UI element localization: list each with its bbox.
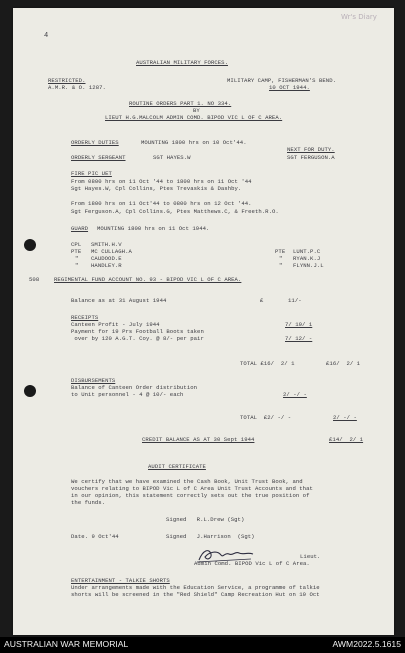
location: MILITARY CAMP, FISHERMAN'S BEND. [227,77,337,84]
document-title: AUSTRALIAN MILITARY FORCES. [136,59,228,66]
audit-text-line: the funds. [71,499,106,506]
credit-balance-value: £14/ 2/ 1 [329,436,364,443]
receipt-item: Payment for 19 Prs Football Boots taken [71,328,204,335]
guard-heading: GUARD [71,225,89,232]
classification: RESTRICTED. [48,77,86,84]
routine-authority: LIEUT H.G.MALCOLM ADMIN COMD. BIPOD VIC L OF C AREA. [105,114,283,121]
credit-balance-label: CREDIT BALANCE AS AT 30 Sept 1944 [142,436,255,443]
footer-bar [0,637,405,653]
pencil-note: Wr's Diary [341,13,377,21]
fire-picquet-line: From 1800 hrs on 11 Oct'44 to 0800 hrs on 12 Oct '44. [71,200,252,207]
fire-picquet-line: From 0800 hrs on 11 Oct '44 to 1800 hrs on 11 Oct '44 [71,178,252,185]
guard-rank: " [75,262,79,269]
entertainment-text-line: shorts will be screened in the "Red Shield" Camp Recreation Hut on 10 Oct [71,591,320,598]
guard-rank: " [75,255,79,262]
audit-date: Date. 9 Oct'44 [71,533,119,540]
receipts-heading: RECEIPTS [71,314,99,321]
guard-rank: CPL [71,241,82,248]
orderly-sergeant-name: SGT HAYES.W [153,154,191,161]
fund-heading: REGIMENTAL FUND ACCOUNT NO. 93 - BIPOD VIC L OF C AREA. [54,276,242,283]
guard-name: SMITH.H.V [91,241,122,248]
opening-balance-label: Balance as at 31 August 1944 [71,297,167,304]
entertainment-text-line: Under arrangements made with the Education Service, a programme of talkie [71,584,320,591]
audit-signature-2: Signed J.Harrison (Sgt) [166,533,255,540]
disbursement-item: to Unit personnel - 4 @ 10/- each [71,391,184,398]
next-for-duty-label: NEXT FOR DUTY. [287,146,335,153]
disbursements-heading: DISBURSEMENTS [71,377,116,384]
routine-by: BY [193,107,200,114]
orderly-duties-text: MOUNTING 1800 hrs on 10 Oct'44. [141,139,247,146]
guard-text: MOUNTING 1800 hrs on 11 Oct 1944. [97,225,210,232]
guard-name: FLYNN.J.L [293,262,324,269]
punch-hole [24,385,36,397]
total-disbursements-value: 2/ -/ - [333,414,357,421]
receipt-item: Canteen Profit - July 1944 [71,321,160,328]
audit-signature-1: Signed R.L.Drew (Sgt) [166,516,245,523]
total-receipts-label: TOTAL £16/ 2/ 1 [240,360,295,367]
document-date: 10 OCT 1944. [269,84,310,91]
guard-name: LUNT.P.C [293,248,321,255]
orderly-duties-label: ORDERLY DUTIES [71,139,119,146]
receipt-item: over by 120 A.G.T. Coy. @ 8/- per pair [71,335,204,342]
page-mark: 4 [44,32,49,40]
opening-balance-value: 11/- [288,297,302,304]
total-receipts-value: £16/ 2/ 1 [326,360,361,367]
signoff-appointment: Admin Comd. BIPOD Vic L of C Area. [194,560,310,567]
guard-name: MC CULLAGH.A [91,248,132,255]
guard-rank: " [279,262,283,269]
receipt-value: 7/ 19/ 1 [285,321,313,328]
fire-picquet-line: Sgt Hayes.W, Cpl Collins, Ptes Trevaskis & Dashby. [71,185,242,192]
punch-hole [24,239,36,251]
guard-name: CAUDOOD.E [91,255,122,262]
audit-heading: AUDIT CERTIFICATE [148,463,206,470]
fire-picquet-line: Sgt Ferguson.A, Cpl Collins.G, Ptes Matthews.C, & Freeth.R.O. [71,208,279,215]
total-disbursements-label: TOTAL £2/ -/ - [240,414,292,421]
guard-rank: PTE [275,248,286,255]
audit-text-line: vouchers relating to BIPOD Vic L of C Area Unit Trust Accounts and that [71,485,313,492]
entertainment-heading: ENTERTAINMENT - TALKIE SHORTS [71,577,170,584]
guard-rank: PTE [71,248,82,255]
audit-text-line: We certify that we have examined the Cash Book, Unit Trust Book, and [71,478,303,485]
footer-credit: AUSTRALIAN WAR MEMORIAL [4,639,129,649]
guard-name: RYAN.K.J [293,255,321,262]
receipt-value: 7/ 12/ - [285,335,313,342]
order-number: 508 [29,276,40,283]
signoff-rank: Lieut. [300,553,321,560]
disbursement-item: Balance of Canteen Order distribution [71,384,198,391]
guard-name: HANDLEY.R [91,262,122,269]
currency-symbol: £ [260,297,264,304]
footer-accession-number: AWM2022.5.1615 [332,639,401,649]
fire-picquet-heading: FIRE PIC UET [71,170,112,177]
orderly-sergeant-next: SGT FERGUSON.A [287,154,335,161]
audit-text-line: in our opinion, this statement correctly sets out the true position of [71,492,310,499]
guard-rank: " [279,255,283,262]
reference: A.M.R. & O. 1287. [48,84,106,91]
document-page [13,8,394,635]
orderly-sergeant-label: ORDERLY SERGEANT [71,154,126,161]
disbursement-value: 2/ -/ - [283,391,307,398]
routine-orders-title: ROUTINE ORDERS PART 1. NO 334. [129,100,232,107]
